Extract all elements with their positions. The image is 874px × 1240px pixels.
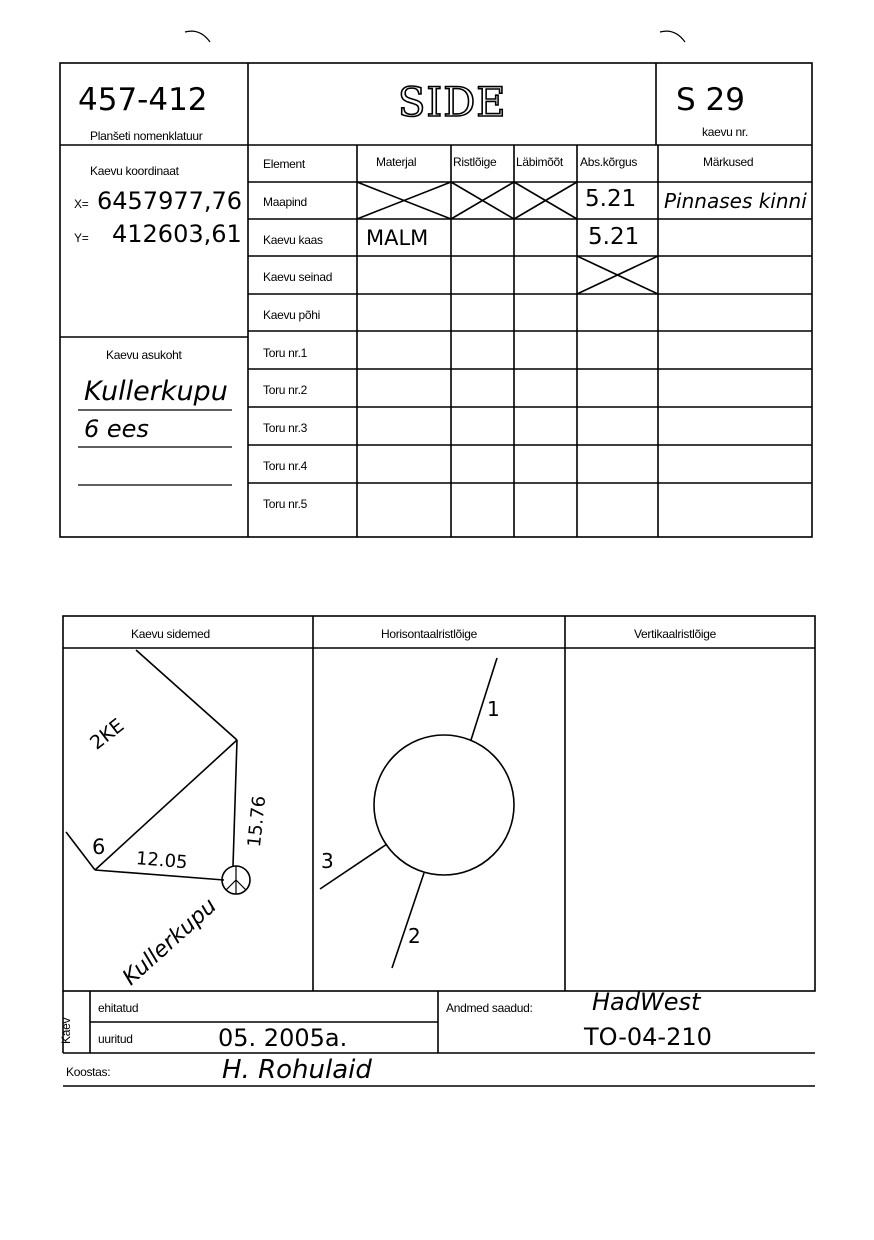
row-label: Maapind (263, 195, 307, 209)
row-label: Toru nr.5 (263, 497, 307, 511)
sketch-header-vertikaal: Vertikaalristlõige (634, 627, 716, 641)
header-labimoot: Läbimõõt (516, 155, 563, 169)
uuritud-value: 05. 2005a. (218, 1024, 348, 1052)
header-materjal: Materjal (376, 155, 417, 169)
header-abs-korgus: Abs.kõrgus (580, 155, 638, 169)
plansheet-label: Planšeti nomenklatuur (90, 129, 203, 143)
row-label: Kaevu põhi (263, 308, 321, 322)
pipe-label-3: 3 (321, 849, 334, 873)
uuritud-label: uuritud (98, 1032, 133, 1046)
well-number-value: S 29 (676, 82, 745, 118)
location-line-1: Kullerkupu (84, 376, 228, 407)
ehitatud-label: ehitatud (98, 1001, 139, 1015)
sketch-distance-2: 15.76 (244, 794, 271, 849)
sketch-label-2ke: 2KE (86, 714, 129, 755)
row-label: Toru nr.2 (263, 383, 307, 397)
plansheet-value: 457-412 (78, 82, 208, 118)
kaev-label: Kaev (59, 1017, 73, 1044)
row-label: Kaevu seinad (263, 270, 333, 284)
page-title: SIDE (398, 80, 507, 126)
x-value: 6457977,76 (97, 187, 243, 215)
kaevu-kaas-materjal: MALM (366, 226, 429, 250)
pipe-label-2: 2 (408, 924, 421, 948)
row-label: Toru nr.3 (263, 421, 307, 435)
andmed-source: HadWest (592, 988, 701, 1016)
maapind-markused: Pinnases kinni (664, 189, 807, 213)
row-label: Toru nr.4 (263, 459, 307, 473)
sketch-street-label: Kullerkupu (118, 893, 222, 991)
andmed-label: Andmed saadud: (446, 1001, 533, 1015)
row-label: Kaevu kaas (263, 233, 323, 247)
koostas-value: H. Rohulaid (222, 1055, 372, 1085)
y-value: 412603,61 (112, 220, 242, 248)
kaevu-kaas-abs-korgus: 5.21 (588, 224, 640, 250)
koostas-label: Koostas: (66, 1065, 111, 1079)
sketch-distance-1: 12.05 (135, 848, 189, 874)
well-number-label: kaevu nr. (702, 125, 748, 139)
location-line-2: 6 ees (84, 415, 149, 443)
header-ristloige: Ristlõige (453, 155, 497, 169)
andmed-reference: TO-04-210 (584, 1023, 712, 1051)
x-label: X= (74, 197, 89, 211)
pipe-label-1: 1 (487, 697, 500, 721)
y-label: Y= (74, 231, 89, 245)
maapind-abs-korgus: 5.21 (585, 186, 637, 212)
row-label: Toru nr.1 (263, 346, 307, 360)
location-label: Kaevu asukoht (106, 348, 182, 362)
header-markused: Märkused (703, 155, 754, 169)
header-element: Element (263, 157, 305, 171)
sketch-header-sidemed: Kaevu sidemed (131, 627, 210, 641)
coordinates-label: Kaevu koordinaat (90, 164, 179, 178)
sketch-label-6: 6 (92, 835, 106, 859)
sketch-header-horisontaal: Horisontaalristlõige (381, 627, 478, 641)
